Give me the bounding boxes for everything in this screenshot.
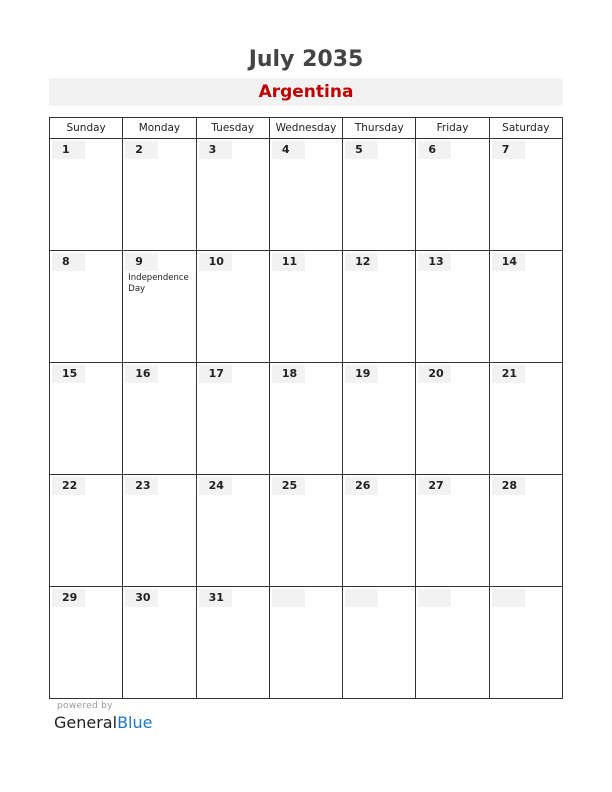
powered-by-text: powered by: [57, 701, 113, 711]
day-number: 5: [345, 141, 378, 159]
day-number: 23: [125, 477, 158, 495]
brand-blue: Blue: [117, 713, 153, 732]
week-row: [50, 251, 563, 363]
day-cell: [489, 363, 562, 475]
day-number: 16: [125, 365, 158, 383]
day-number: 31: [199, 589, 232, 607]
day-cell: [416, 363, 489, 475]
brand-general: General: [54, 713, 118, 732]
day-number: 3: [199, 141, 232, 159]
day-cell: [343, 139, 416, 251]
day-number: [345, 589, 378, 607]
day-number: 22: [52, 477, 85, 495]
day-cell: [343, 251, 416, 363]
day-number: 13: [418, 253, 451, 271]
day-number: 18: [272, 365, 305, 383]
day-number: 14: [492, 253, 525, 271]
calendar-body: [50, 139, 563, 699]
country-name: Argentina: [258, 82, 354, 102]
day-cell: [343, 475, 416, 587]
day-cell: [416, 587, 489, 699]
day-cell: [196, 139, 269, 251]
day-cell: [269, 587, 342, 699]
calendar-grid: [49, 117, 563, 699]
week-row: [50, 363, 563, 475]
day-cell: [269, 363, 342, 475]
day-number: [418, 589, 451, 607]
day-number: 12: [345, 253, 378, 271]
day-number: 19: [345, 365, 378, 383]
brand-logo: [54, 713, 152, 732]
weekday-monday: Monday: [123, 118, 196, 139]
day-number: 7: [492, 141, 525, 159]
weekday-thursday: Thursday: [343, 118, 416, 139]
weekday-friday: Friday: [416, 118, 489, 139]
day-cell: [489, 251, 562, 363]
weekday-wednesday: Wednesday: [269, 118, 342, 139]
day-number: 30: [125, 589, 158, 607]
day-cell: [123, 251, 196, 363]
day-cell: [489, 139, 562, 251]
day-cell: [123, 475, 196, 587]
day-number: 27: [418, 477, 451, 495]
day-number: 17: [199, 365, 232, 383]
holiday-label: Independence Day: [128, 273, 189, 294]
day-cell: [343, 587, 416, 699]
day-number: 25: [272, 477, 305, 495]
day-cell: [123, 587, 196, 699]
day-cell: [269, 251, 342, 363]
day-cell: [416, 475, 489, 587]
day-cell: [50, 251, 123, 363]
day-number: 21: [492, 365, 525, 383]
day-cell: [269, 475, 342, 587]
day-number: 11: [272, 253, 305, 271]
day-number: 15: [52, 365, 85, 383]
day-number: 2: [125, 141, 158, 159]
weekday-tuesday: Tuesday: [196, 118, 269, 139]
day-cell: [196, 251, 269, 363]
calendar-title: July 2035: [248, 47, 364, 72]
day-number: 9: [125, 253, 158, 271]
day-cell: [123, 139, 196, 251]
week-row: [50, 475, 563, 587]
day-cell: [50, 475, 123, 587]
day-number: [272, 589, 305, 607]
day-number: 26: [345, 477, 378, 495]
weekday-header-row: [50, 118, 563, 139]
day-number: 24: [199, 477, 232, 495]
week-row: [50, 139, 563, 251]
week-row: [50, 587, 563, 699]
day-cell: [416, 139, 489, 251]
day-number: 29: [52, 589, 85, 607]
day-number: 20: [418, 365, 451, 383]
day-cell: [196, 475, 269, 587]
day-number: 8: [52, 253, 85, 271]
day-cell: [50, 363, 123, 475]
day-number: [492, 589, 525, 607]
country-banner: [49, 78, 563, 106]
day-cell: [50, 587, 123, 699]
day-cell: [196, 363, 269, 475]
day-cell: [416, 251, 489, 363]
weekday-sunday: Sunday: [50, 118, 123, 139]
day-number: 10: [199, 253, 232, 271]
day-number: 1: [52, 141, 85, 159]
day-number: 4: [272, 141, 305, 159]
day-cell: [343, 363, 416, 475]
day-cell: [489, 587, 562, 699]
day-cell: [50, 139, 123, 251]
day-number: 28: [492, 477, 525, 495]
weekday-saturday: Saturday: [489, 118, 562, 139]
day-cell: [269, 139, 342, 251]
day-number: 6: [418, 141, 451, 159]
day-cell: [489, 475, 562, 587]
day-cell: [123, 363, 196, 475]
day-cell: [196, 587, 269, 699]
